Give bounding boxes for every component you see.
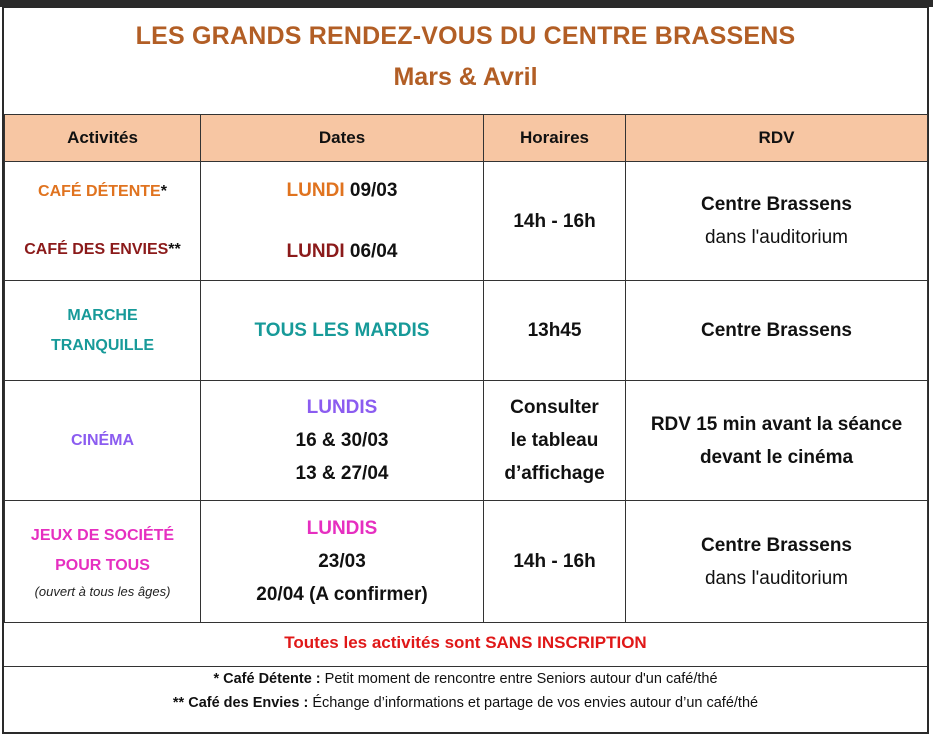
date-cinema-day: LUNDIS bbox=[306, 397, 378, 418]
dates-cell bbox=[201, 162, 484, 281]
time-cell bbox=[484, 501, 626, 623]
activity-cell bbox=[5, 381, 201, 501]
place-cell bbox=[626, 381, 928, 501]
table-row bbox=[5, 501, 928, 623]
place-value: Centre Brassens bbox=[700, 534, 853, 556]
place-detail: dans l'auditorium bbox=[704, 567, 849, 589]
place-value: Centre Brassens bbox=[700, 194, 853, 215]
activity-cafe-envies: CAFÉ DES ENVIES** bbox=[24, 241, 181, 258]
flyer-frame bbox=[2, 6, 929, 734]
time-line1: Consulter bbox=[510, 397, 599, 418]
activity-marche-line2: TRANQUILLE bbox=[50, 336, 155, 354]
page-subtitle: Mars & Avril bbox=[393, 63, 538, 91]
place-line1: RDV 15 min avant la séance bbox=[650, 413, 903, 435]
table-row bbox=[5, 281, 928, 381]
time-cell bbox=[484, 281, 626, 381]
date-jeux-day: LUNDIS bbox=[306, 518, 378, 539]
date-cinema-line2: 13 & 27/04 bbox=[295, 463, 389, 484]
time-value: 14h - 16h bbox=[513, 551, 596, 572]
time-cell bbox=[484, 162, 626, 281]
place-cell bbox=[626, 281, 928, 381]
date-cafe-detente: LUNDI 09/03 bbox=[286, 180, 398, 201]
activity-jeux-note: (ouvert à tous les âges) bbox=[34, 583, 171, 599]
footnote-cafe-detente: * Café Détente : Petit moment de rencontre entre Seniors autour d'un café/thé bbox=[213, 671, 718, 687]
place-value: Centre Brassens bbox=[700, 320, 853, 341]
header-rdv: RDV bbox=[626, 115, 928, 162]
activity-jeux-line2: POUR TOUS bbox=[55, 556, 150, 574]
activity-cafe-detente: CAFÉ DÉTENTE* bbox=[38, 183, 167, 200]
time-value: 13h45 bbox=[527, 320, 582, 341]
header-dates: Dates bbox=[201, 115, 484, 162]
activity-cell bbox=[5, 501, 201, 623]
footnote-cafe-envies: ** Café des Envies : Échange d’informations et partage de vos envies autour d’un café/thé bbox=[172, 695, 759, 711]
schedule-table bbox=[4, 114, 928, 623]
place-cell bbox=[626, 501, 928, 623]
title-area bbox=[4, 8, 927, 114]
dates-cell bbox=[201, 501, 484, 623]
time-line3: d’affichage bbox=[504, 463, 605, 484]
time-cell bbox=[484, 381, 626, 501]
table-header-row bbox=[5, 115, 928, 162]
date-marche: TOUS LES MARDIS bbox=[254, 320, 430, 341]
activity-cell bbox=[5, 281, 201, 381]
activity-marche-line1: MARCHE bbox=[67, 306, 138, 324]
dates-cell bbox=[201, 281, 484, 381]
header-activites: Activités bbox=[5, 115, 201, 162]
place-detail: dans l'auditorium bbox=[704, 227, 849, 248]
dates-cell bbox=[201, 381, 484, 501]
notice-banner: Toutes les activités sont SANS INSCRIPTION bbox=[4, 620, 927, 667]
activity-cell bbox=[5, 162, 201, 281]
table-row bbox=[5, 381, 928, 501]
time-line2: le tableau bbox=[510, 430, 599, 451]
header-horaires: Horaires bbox=[484, 115, 626, 162]
activity-cinema: CINÉMA bbox=[70, 431, 135, 449]
table-row bbox=[5, 162, 928, 281]
place-line2: devant le cinéma bbox=[699, 446, 854, 468]
footnotes bbox=[4, 667, 927, 715]
place-cell bbox=[626, 162, 928, 281]
activity-jeux-line1: JEUX DE SOCIÉTÉ bbox=[30, 526, 175, 544]
date-jeux-line1: 23/03 bbox=[318, 551, 366, 572]
time-value: 14h - 16h bbox=[513, 210, 596, 232]
date-cinema-line1: 16 & 30/03 bbox=[295, 430, 389, 451]
date-cafe-envies: LUNDI 06/04 bbox=[286, 241, 398, 262]
date-jeux-line2: 20/04 (A confirmer) bbox=[256, 584, 428, 605]
page-title: LES GRANDS RENDEZ-VOUS DU CENTRE BRASSENS bbox=[135, 22, 796, 50]
